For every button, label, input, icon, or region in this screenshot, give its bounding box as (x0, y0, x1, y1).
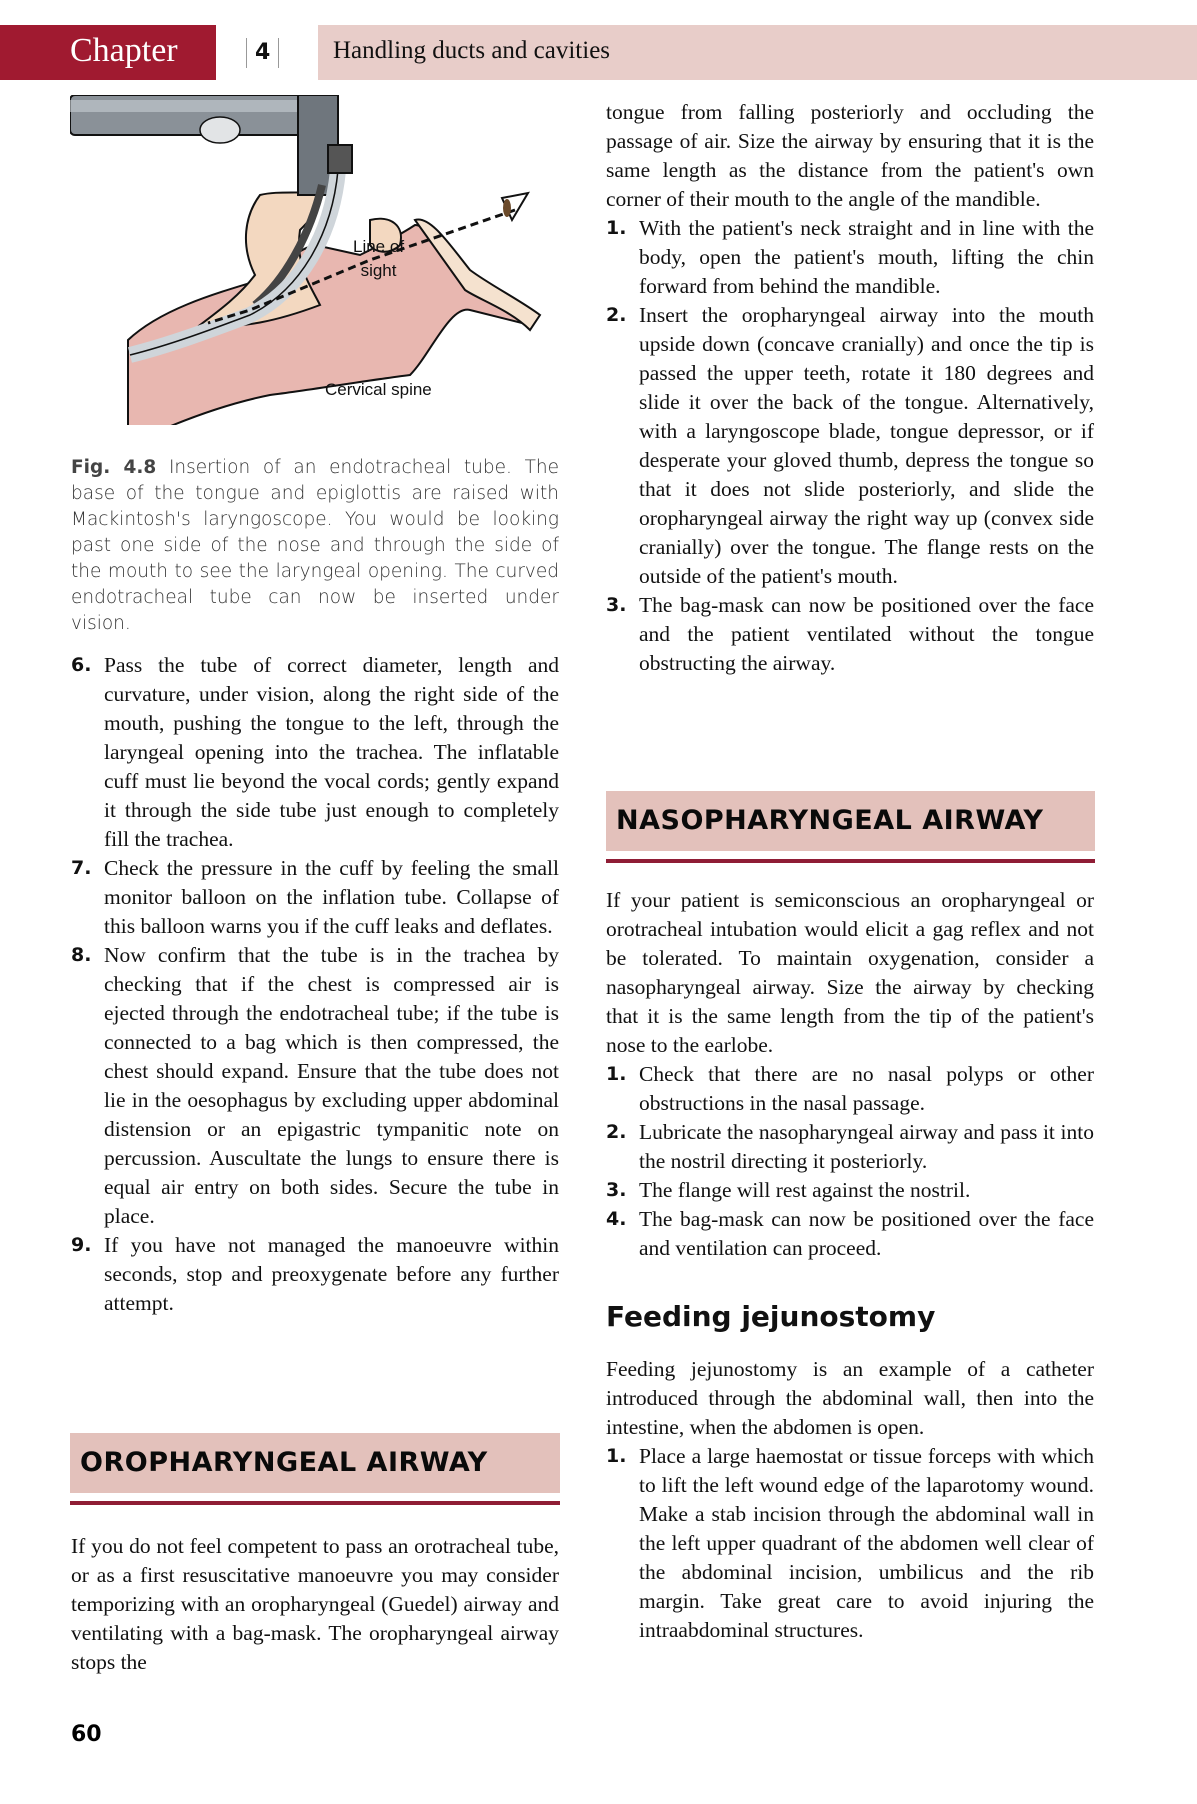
laryngoscope-illustration (70, 95, 570, 425)
list-item (606, 1060, 1094, 1118)
figure-caption-text: Insertion of an endotracheal tube. The base of the tongue and epiglottis are raised with Mackintosh's laryngoscope. You would be looking past one side of the nose and through the side of the mouth to see the laryngeal opening. The curved endotracheal tube can now be inserted under vision. (71, 457, 559, 634)
step-number: 3. (606, 1179, 627, 1201)
step-text: With the patient's neck straight and in line with the body, open the patient's mouth, lifting the chin forward from behind the mandible. (639, 216, 1094, 298)
line-of-sight-label-2: sight (360, 261, 397, 280)
list-item (71, 854, 559, 941)
step-text: Insert the oropharyngeal airway into the mouth upside down (concave cranially) and once the tip is passed the upper teeth, rotate it 180 degrees and slide it over the back of the tongue. Alternatively, with a laryngoscope blade, tongue depressor, or if desperate your gloved thumb, depress the tongue so that it does not slide posteriorly, and slide the oropharyngeal airway the right way up (convex side cranially) over the tongue. The flange rests on the outside of the patient's mouth. (639, 303, 1094, 588)
step-text: Pass the tube of correct diameter, length and curvature, under vision, along the right side of the mouth, pushing the tongue to the left, through the laryngeal opening into the trachea. The inflatable cuff must lie beyond the vocal cords; gently expand it through the side tube just enough to completely fill the trachea. (104, 653, 559, 851)
chapter-label-block (0, 25, 216, 80)
figure-caption-label: Fig. 4.8 (71, 457, 157, 478)
step-number: 4. (606, 1208, 627, 1230)
chapter-title-block (318, 25, 1197, 80)
list-item (606, 214, 1094, 301)
step-number: 7. (71, 857, 92, 879)
list-item (606, 1442, 1094, 1645)
step-number: 1. (606, 1063, 627, 1085)
list-item (606, 301, 1094, 591)
oropharyngeal-intro-continued-text: tongue from falling posteriorly and occluding the passage of air. Size the airway by ensuring that it is the same length as the distance from the patient's own corner of their mouth to the angle of the mandible. (606, 100, 1094, 211)
nasopharyngeal-content (606, 886, 1094, 1263)
section-heading-text: OROPHARYNGEAL AIRWAY (80, 1447, 488, 1478)
step-number: 2. (606, 304, 627, 326)
step-number: 2. (606, 1121, 627, 1143)
cervical-spine-label: Cervical spine (325, 380, 432, 399)
step-text: Check that there are no nasal polyps or other obstructions in the nasal passage. (639, 1062, 1094, 1115)
jejunostomy-content (606, 1355, 1094, 1645)
section-divider (606, 859, 1095, 863)
list-item (606, 1205, 1094, 1263)
oropharyngeal-intro (71, 1532, 559, 1677)
list-item (606, 1176, 1094, 1205)
step-number: 1. (606, 217, 627, 239)
step-number: 9. (71, 1234, 92, 1256)
step-text: Now confirm that the tube is in the trachea by checking that if the chest is compressed air is ejected through the endotracheal tube; if the tube is connected to a bag which is then compressed, the chest should expand. Ensure that the tube does not lie in the oesophagus by excluding upper abdominal distension or an epigastric tympanitic note on percussion. Auscultate the lungs to ensure there is equal air entry on both sides. Secure the tube in place. (104, 943, 559, 1228)
chapter-label: Chapter (70, 32, 178, 69)
step-text: If you have not managed the manoeuvre within seconds, stop and preoxygenate before any further attempt. (104, 1233, 559, 1315)
list-item (71, 1231, 559, 1318)
step-number: 6. (71, 654, 92, 676)
step-text: Place a large haemostat or tissue forceps with which to lift the left wound edge of the laparotomy wound. Make a stab incision through the abdominal wall in the left upper quadrant of the abdomen well clear of the abdominal incision, umbilicus and the rib margin. Take great care to avoid injuring the intraabdominal structures. (639, 1444, 1094, 1642)
step-text: The bag-mask can now be positioned over the face and the patient ventilated without the tongue obstructing the airway. (639, 593, 1094, 675)
jejunostomy-intro-text: Feeding jejunostomy is an example of a catheter introduced through the abdominal wall, then into the intestine, when the abdomen is open. (606, 1357, 1094, 1439)
chapter-number: 4 (246, 38, 279, 68)
step-number: 3. (606, 594, 627, 616)
list-item (606, 591, 1094, 678)
intubation-steps-list (71, 651, 559, 1318)
nasopharyngeal-intro-text: If your patient is semiconscious an oropharyngeal or orotracheal intubation would elicit a gag reflex and not be tolerated. To maintain oxygenation, consider a nasopharyngeal airway. Size the airway by checking that it is the same length from the tip of the patient's nose to the earlobe. (606, 888, 1094, 1057)
section-divider (70, 1501, 560, 1505)
chapter-title: Handling ducts and cavities (333, 37, 611, 64)
step-text: The flange will rest against the nostril. (639, 1178, 971, 1202)
step-number: 1. (606, 1445, 627, 1467)
line-of-sight-label (353, 235, 404, 283)
section-heading-text: NASOPHARYNGEAL AIRWAY (616, 805, 1044, 836)
figure-caption (71, 455, 559, 637)
list-item (606, 1118, 1094, 1176)
list-item (71, 651, 559, 854)
line-of-sight-label-1: Line of (353, 237, 405, 256)
oropharyngeal-section-heading (70, 1433, 560, 1493)
step-text: Check the pressure in the cuff by feeling the small monitor balloon on the inflation tube. Collapse of this balloon warns you if the cuff leaks and deflates. (104, 856, 559, 938)
oropharyngeal-intro-text: If you do not feel competent to pass an orotracheal tube, or as a first resuscitative manoeuvre you may consider temporizing with an oropharyngeal (Guedel) airway and ventilating with a bag-mask. The oropharyngeal airway stops the (71, 1534, 559, 1674)
endotracheal-insertion-diagram-icon (70, 95, 570, 425)
list-item (71, 941, 559, 1231)
jejunostomy-heading: Feeding jejunostomy (606, 1300, 936, 1333)
step-text: The bag-mask can now be positioned over the face and ventilation can proceed. (639, 1207, 1094, 1260)
oropharyngeal-continued (606, 98, 1094, 678)
nasopharyngeal-section-heading (606, 791, 1095, 851)
step-number: 8. (71, 944, 92, 966)
page-number: 60 (71, 1722, 102, 1747)
step-text: Lubricate the nasopharyngeal airway and pass it into the nostril directing it posteriorly. (639, 1120, 1094, 1173)
